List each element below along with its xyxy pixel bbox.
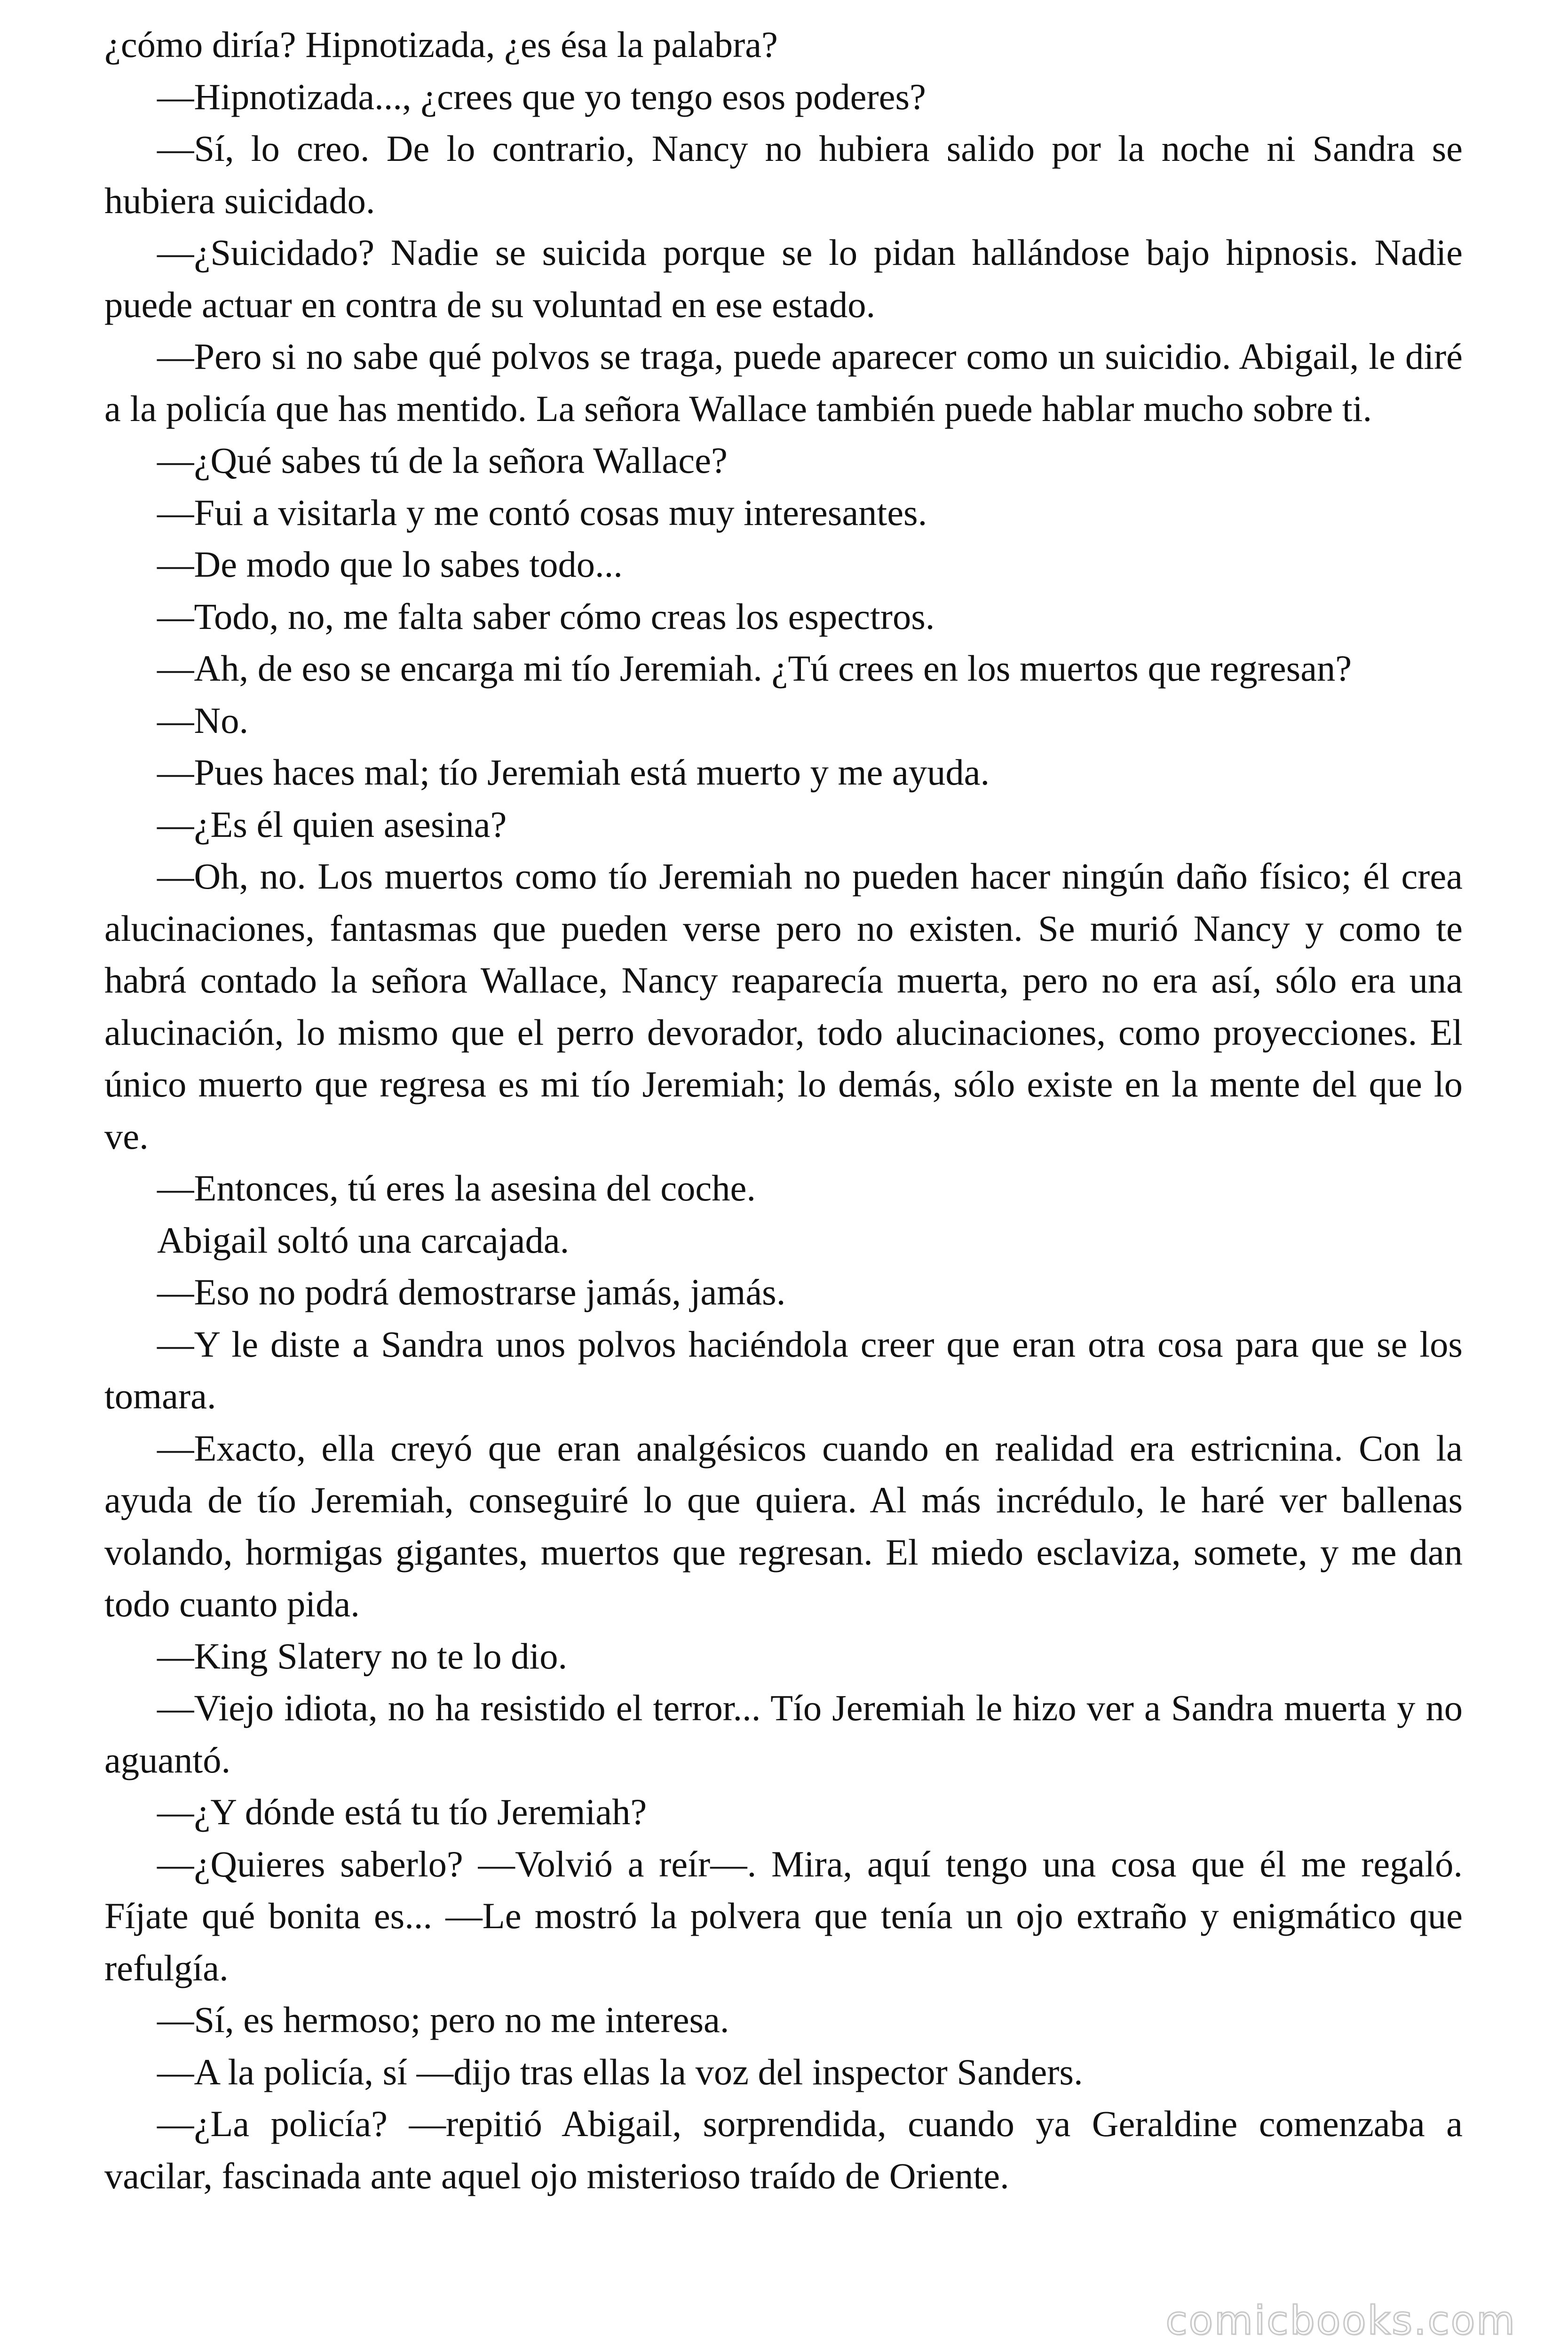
paragraph-20: —King Slatery no te lo dio. bbox=[157, 1635, 568, 1677]
paragraph-15: —Entonces, tú eres la asesina del coche. bbox=[157, 1168, 756, 1208]
paragraph-17: —Eso no podrá demostrarse jamás, jamás. bbox=[157, 1271, 786, 1312]
paragraph-12: —Pues haces mal; tío Jeremiah está muerto y me ayuda. bbox=[157, 752, 990, 793]
paragraph-5: —Pero si no sabe qué polvos se traga, puede aparecer como un suicidio. Abigail, le diré a la policía que has mentido. La señora Wallace también puede hablar mucho sobre ti. bbox=[104, 336, 1463, 429]
paragraph-3: —Sí, lo creo. De lo contrario, Nancy no hubiera salido por la noche ni Sandra se hubiera suicidado. bbox=[104, 128, 1463, 221]
paragraph-25: —A la policía, sí —dijo tras ellas la voz del inspector Sanders. bbox=[157, 2051, 1083, 2092]
paragraph-2: —Hipnotizada..., ¿crees que yo tengo esos poderes? bbox=[157, 76, 926, 117]
paragraph-26: —¿La policía? —repitió Abigail, sorprendida, cuando ya Geraldine comenzaba a vacilar, fascinada ante aquel ojo misterioso traído de Oriente. bbox=[104, 2103, 1463, 2196]
paragraph-13: —¿Es él quien asesina? bbox=[157, 803, 507, 845]
book-page-text bbox=[104, 19, 1463, 2202]
paragraph-11: —No. bbox=[157, 699, 249, 741]
site-watermark: comicbooks.com bbox=[1165, 2297, 1516, 2344]
paragraph-4: —¿Suicidado? Nadie se suicida porque se lo pidan hallándose bajo hipnosis. Nadie puede actuar en contra de su voluntad en ese estado. bbox=[104, 232, 1463, 325]
paragraph-24: —Sí, es hermoso; pero no me interesa. bbox=[157, 1999, 729, 2040]
paragraph-6: —¿Qué sabes tú de la señora Wallace? bbox=[157, 440, 728, 481]
paragraph-23: —¿Quieres saberlo? —Volvió a reír—. Mira, aquí tengo una cosa que él me regaló. Fíjate qué bonita es... —Le mostró la polvera que tenía un ojo extraño y enigmático que refulgía. bbox=[104, 1843, 1463, 1988]
paragraph-8: —De modo que lo sabes todo... bbox=[157, 544, 623, 585]
paragraph-1: ¿cómo diría? Hipnotizada, ¿es ésa la palabra? bbox=[104, 24, 778, 65]
paragraph-14: —Oh, no. Los muertos como tío Jeremiah no pueden hacer ningún daño físico; él crea alucinaciones, fantasmas que pueden verse pero no existen. Se murió Nancy y como te habrá contado la señora Wallace, Nancy reaparecía muerta, pero no era así, sólo era una alucinación, lo mismo que el perro devorador, todo alucinaciones, como proyecciones. El único muerto que regresa es mi tío Jeremiah; lo demás, sólo existe en la mente del que lo ve. bbox=[104, 856, 1463, 1157]
paragraph-16: Abigail soltó una carcajada. bbox=[157, 1219, 570, 1261]
paragraph-18: —Y le diste a Sandra unos polvos haciéndola creer que eran otra cosa para que se los tomara. bbox=[104, 1323, 1463, 1416]
paragraph-7: —Fui a visitarla y me contó cosas muy interesantes. bbox=[157, 492, 927, 533]
paragraph-10: —Ah, de eso se encarga mi tío Jeremiah. ¿Tú crees en los muertos que regresan? bbox=[157, 648, 1352, 689]
paragraph-19: —Exacto, ella creyó que eran analgésicos cuando en realidad era estricnina. Con la ayuda de tío Jeremiah, conseguiré lo que quiera. Al más incrédulo, le haré ver ballenas volando, hormigas gigantes, muertos que regresan. El miedo esclaviza, somete, y me dan todo cuanto pida. bbox=[104, 1427, 1463, 1624]
paragraph-21: —Viejo idiota, no ha resistido el terror... Tío Jeremiah le hizo ver a Sandra muerta y no aguantó. bbox=[104, 1687, 1463, 1780]
paragraph-22: —¿Y dónde está tu tío Jeremiah? bbox=[157, 1791, 647, 1832]
paragraph-9: —Todo, no, me falta saber cómo creas los espectros. bbox=[157, 596, 935, 637]
